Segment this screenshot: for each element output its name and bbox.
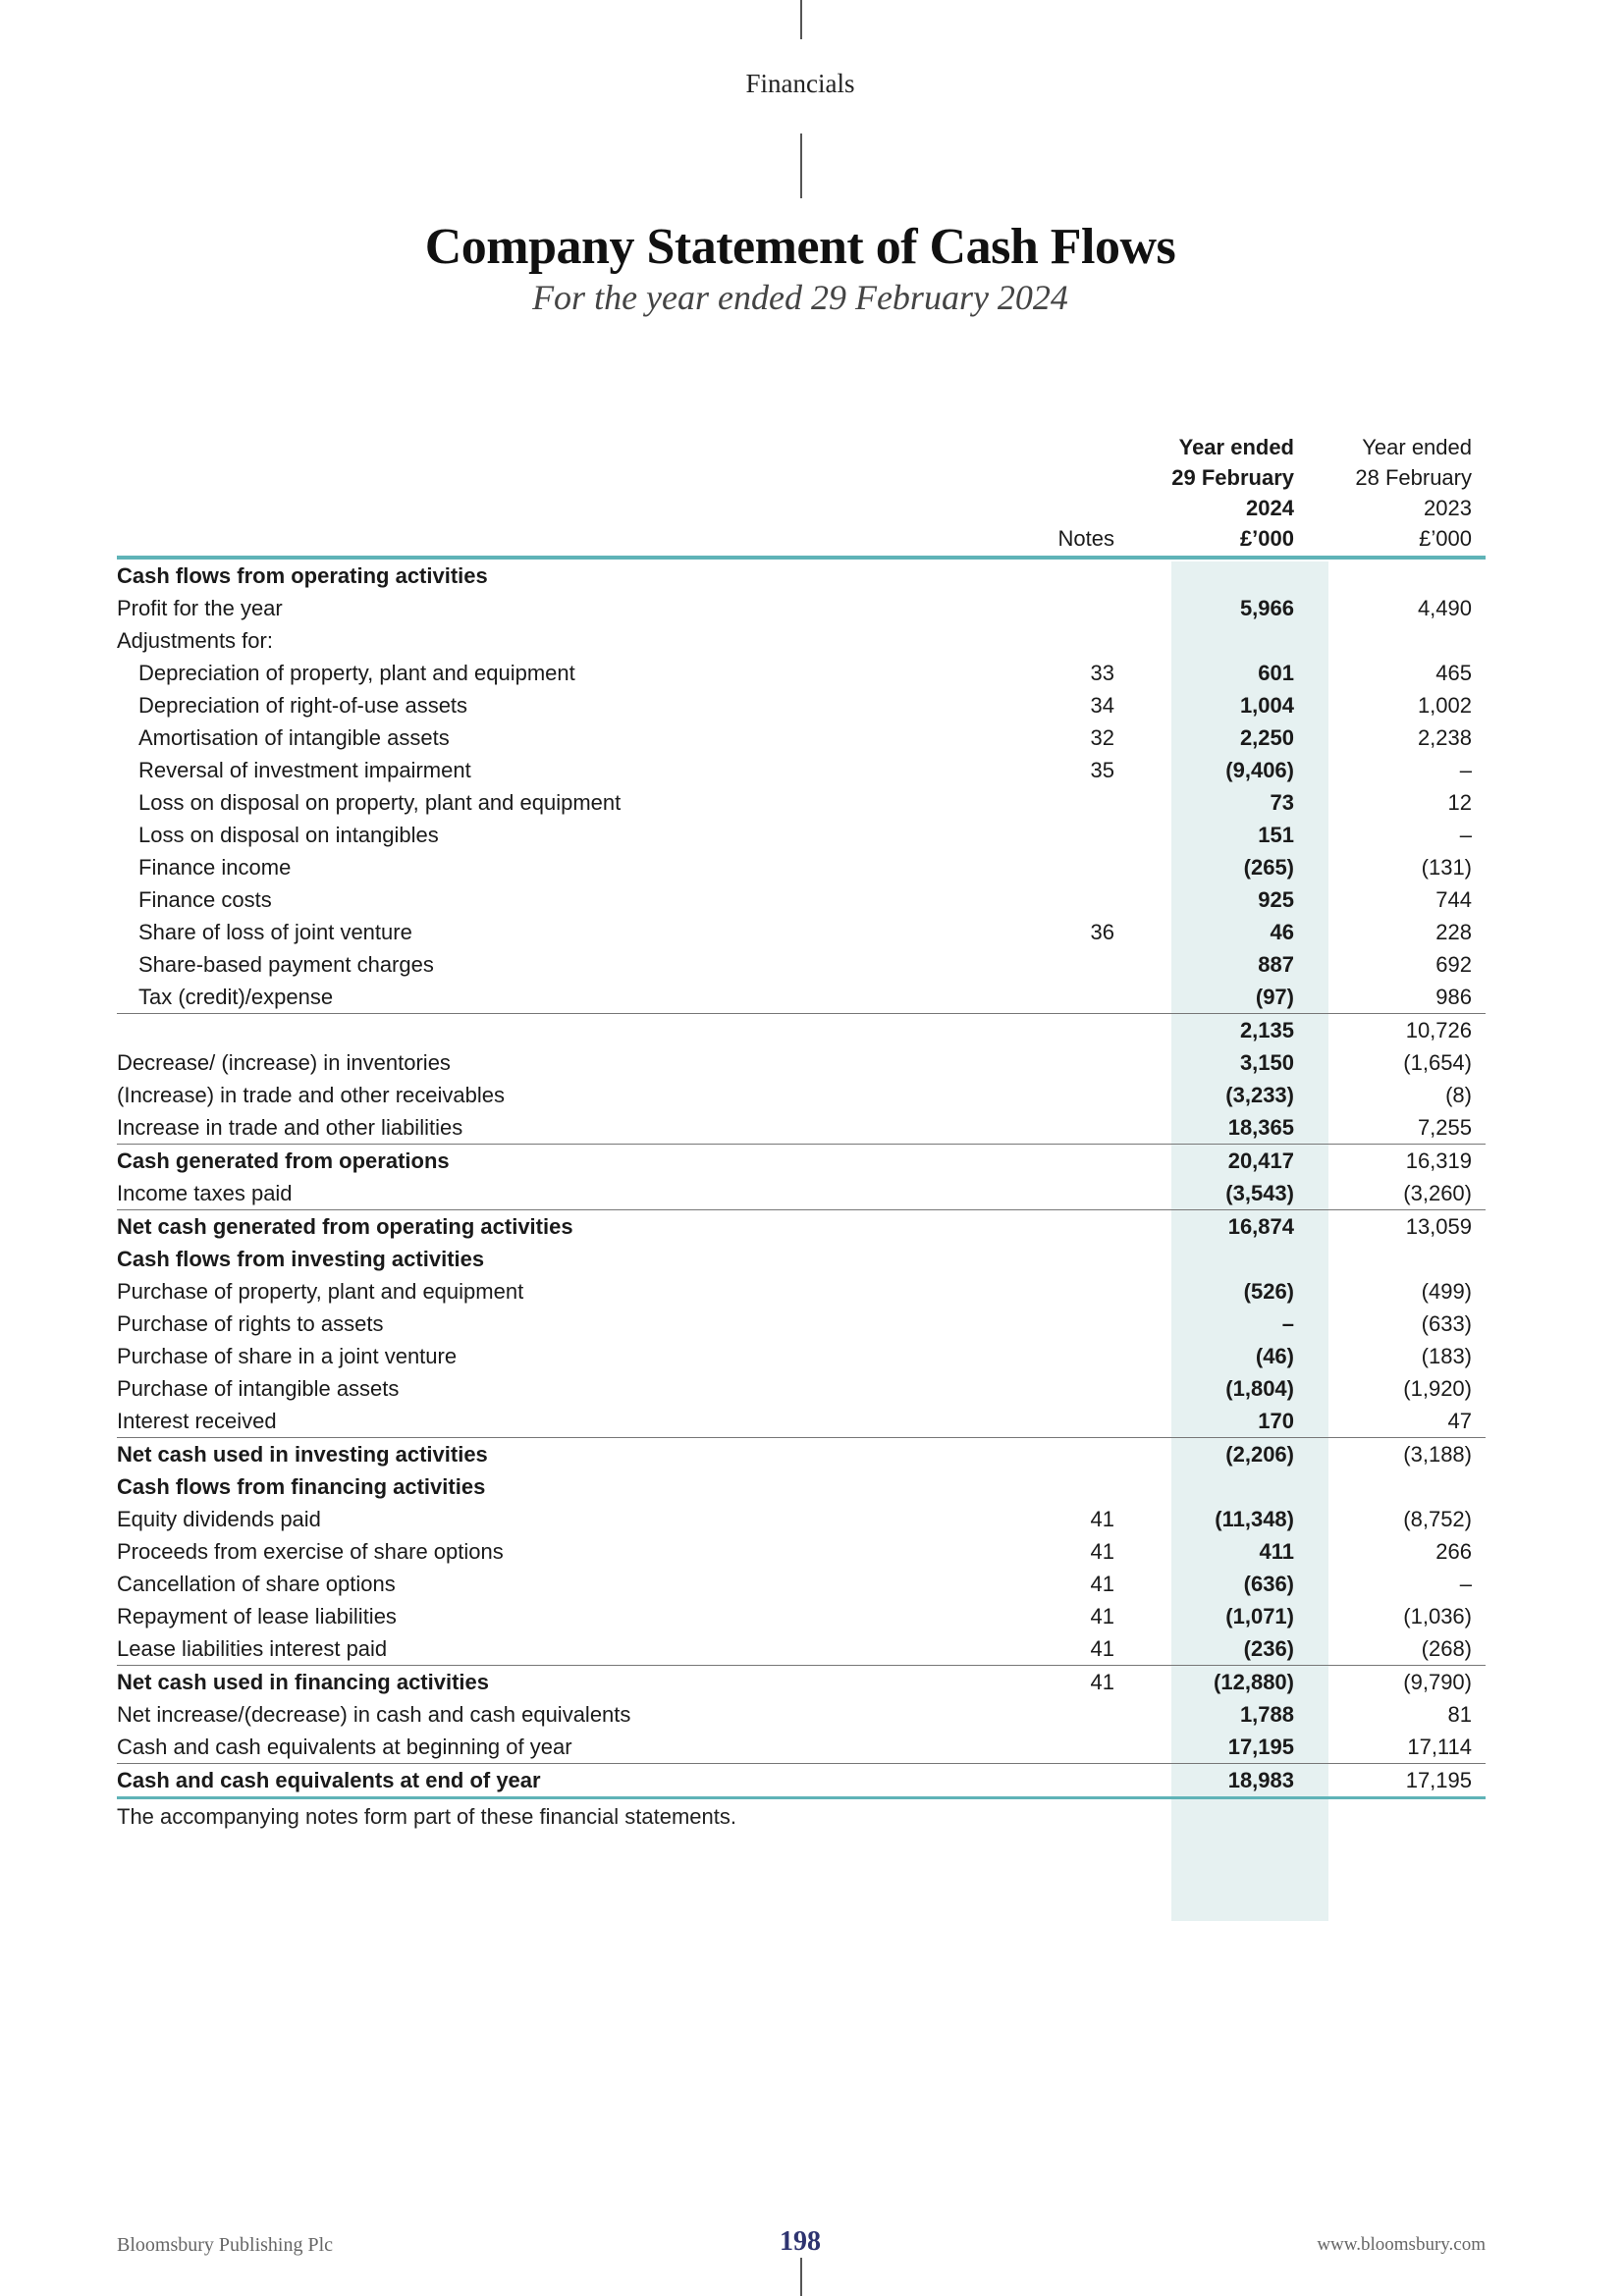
row-note [1030, 1111, 1128, 1145]
row-value-2024: 1,004 [1239, 693, 1294, 718]
row-value-2023: 744 [1435, 887, 1472, 912]
row-note: 41 [1090, 1507, 1114, 1531]
row-value-2024: 411 [1259, 1539, 1294, 1564]
row-note [1030, 819, 1128, 851]
row-value-2023: 228 [1435, 920, 1472, 944]
table-row [117, 1308, 1486, 1340]
row-label: Net cash used in investing activities [117, 1438, 1030, 1471]
table-row [117, 1470, 1486, 1503]
table-row [117, 1535, 1486, 1568]
row-note [1030, 592, 1128, 624]
row-value-2023: 7,255 [1417, 1115, 1472, 1140]
row-value-2024: (1,804) [1225, 1376, 1294, 1401]
table-row [117, 1046, 1486, 1079]
row-value-2024 [1128, 624, 1310, 657]
row-value-2024: (526) [1243, 1279, 1294, 1304]
row-note [1030, 1046, 1128, 1079]
row-label: Cash flows from operating activities [117, 563, 488, 588]
row-value-2024: 16,874 [1128, 1210, 1310, 1244]
row-value-2023 [1310, 558, 1486, 592]
row-value-2024: 170 [1258, 1409, 1294, 1433]
row-label: Cash generated from operations [117, 1145, 1030, 1178]
row-value-2023: (8) [1445, 1083, 1472, 1107]
table-row [117, 1698, 1486, 1731]
row-value-2023: 13,059 [1310, 1210, 1486, 1244]
table-row [117, 558, 1486, 592]
row-value-2024: 18,983 [1128, 1764, 1310, 1798]
table-row [117, 1111, 1486, 1145]
prior-year-unit: £’000 [1310, 523, 1486, 558]
page-title: Company Statement of Cash Flows [424, 219, 1176, 275]
row-value-2023: 692 [1435, 952, 1472, 977]
row-note [1030, 851, 1128, 883]
footer-company-name: Bloomsbury Publishing Plc [117, 2234, 334, 2256]
row-note: 32 [1090, 725, 1114, 750]
row-value-2023: (131) [1421, 855, 1472, 880]
row-label: Share-based payment charges [138, 952, 434, 977]
row-value-2023: 81 [1447, 1702, 1472, 1727]
row-label: Loss on disposal on property, plant and equipment [138, 790, 622, 815]
column-header-row-4 [117, 523, 1486, 558]
row-note [1030, 883, 1128, 916]
notes-column-heading: Notes [1030, 523, 1128, 558]
row-value-2024 [1128, 1470, 1310, 1503]
cash-flow-statement [117, 432, 1486, 1799]
row-value-2023 [1310, 1243, 1486, 1275]
table-row [117, 786, 1486, 819]
row-label: Cash and cash equivalents at end of year [117, 1764, 1030, 1798]
row-note [1030, 1243, 1128, 1275]
row-label: Cancellation of share options [117, 1572, 396, 1596]
row-label: Purchase of share in a joint venture [117, 1344, 458, 1368]
row-value-2024: – [1281, 1311, 1294, 1336]
row-value-2024: 20,417 [1128, 1145, 1310, 1178]
row-note [1030, 1308, 1128, 1340]
row-note [1030, 1210, 1128, 1244]
row-value-2023: (1,036) [1403, 1604, 1472, 1629]
table-row [117, 721, 1486, 754]
table-row [117, 1243, 1486, 1275]
table-row [117, 1210, 1486, 1244]
row-value-2024: 17,195 [1227, 1735, 1294, 1759]
row-label: Increase in trade and other liabilities [117, 1115, 463, 1140]
top-divider-line [800, 0, 802, 39]
row-label: Amortisation of intangible assets [138, 725, 450, 750]
table-row [117, 1503, 1486, 1535]
row-value-2024: (636) [1243, 1572, 1294, 1596]
table-row [117, 1079, 1486, 1111]
row-label: Cash flows from financing activities [117, 1474, 486, 1499]
row-value-2024: (2,206) [1128, 1438, 1310, 1471]
page-number: 198 [780, 2226, 821, 2257]
row-note [1030, 1405, 1128, 1438]
row-value-2024: (11,348) [1215, 1507, 1294, 1531]
row-value-2023: 2,238 [1417, 725, 1472, 750]
row-note: 33 [1090, 661, 1114, 685]
row-value-2024 [1128, 558, 1310, 592]
row-value-2024: (9,406) [1225, 758, 1294, 782]
row-note: 41 [1090, 1572, 1114, 1596]
table-row [117, 689, 1486, 721]
statement-rows [117, 558, 1486, 1798]
row-note [1030, 1177, 1128, 1210]
row-value-2024: (3,543) [1225, 1181, 1294, 1205]
table-row [117, 1372, 1486, 1405]
row-value-2023 [1310, 624, 1486, 657]
table-row [117, 1666, 1486, 1699]
row-value-2023: (3,188) [1310, 1438, 1486, 1471]
row-label: Decrease/ (increase) in inventories [117, 1050, 451, 1075]
row-value-2024 [1128, 1243, 1310, 1275]
row-label [117, 1014, 1030, 1047]
row-note [1030, 1438, 1128, 1471]
row-value-2023: 47 [1447, 1409, 1472, 1433]
row-note: 41 [1090, 1636, 1114, 1661]
table-row [117, 754, 1486, 786]
row-label: Depreciation of right-of-use assets [138, 693, 468, 718]
current-year-heading-line2: 29 February [1171, 465, 1294, 490]
row-value-2024: (12,880) [1128, 1666, 1310, 1699]
row-value-2024: (265) [1243, 855, 1294, 880]
row-note [1030, 1698, 1128, 1731]
row-value-2023: (1,654) [1403, 1050, 1472, 1075]
row-value-2024: 3,150 [1239, 1050, 1294, 1075]
row-value-2023: 4,490 [1417, 596, 1472, 620]
row-note [1030, 1764, 1128, 1798]
row-note: 41 [1090, 1604, 1114, 1629]
column-header-row-3 [117, 493, 1486, 523]
table-row [117, 657, 1486, 689]
row-value-2023: (499) [1421, 1279, 1472, 1304]
row-note: 36 [1090, 920, 1114, 944]
section-label: Financials [745, 69, 855, 98]
table-row [117, 1275, 1486, 1308]
row-value-2023: 12 [1447, 790, 1472, 815]
row-label: Purchase of rights to assets [117, 1311, 384, 1336]
row-note [1030, 1014, 1128, 1047]
row-note [1030, 1470, 1128, 1503]
table-row [117, 1764, 1486, 1798]
row-value-2023: – [1459, 758, 1472, 782]
table-row [117, 851, 1486, 883]
row-value-2024: 2,135 [1128, 1014, 1310, 1047]
row-note [1030, 558, 1128, 592]
row-value-2023: – [1459, 1572, 1472, 1596]
row-value-2023: (1,920) [1403, 1376, 1472, 1401]
row-note [1030, 1372, 1128, 1405]
row-label: Profit for the year [117, 596, 283, 620]
table-row [117, 981, 1486, 1014]
row-note [1030, 1275, 1128, 1308]
row-value-2024: 1,788 [1239, 1702, 1294, 1727]
row-value-2023: (3,260) [1403, 1181, 1472, 1205]
row-label: Adjustments for: [117, 628, 273, 653]
current-year-unit: £’000 [1128, 523, 1310, 558]
row-note [1030, 1731, 1128, 1764]
current-year-heading-line3: 2024 [1246, 496, 1294, 520]
row-label: Tax (credit)/expense [138, 985, 334, 1009]
table-row [117, 819, 1486, 851]
row-label: Finance costs [138, 887, 272, 912]
row-note [1030, 1340, 1128, 1372]
prior-year-heading-line1: Year ended [1362, 435, 1472, 459]
row-label: Loss on disposal on intangibles [138, 823, 439, 847]
row-label: Purchase of property, plant and equipment [117, 1279, 524, 1304]
column-header-row-1 [117, 432, 1486, 462]
cash-flow-table [117, 432, 1486, 1799]
row-label: Reversal of investment impairment [138, 758, 471, 782]
table-row [117, 1600, 1486, 1632]
table-row [117, 592, 1486, 624]
row-note [1030, 786, 1128, 819]
row-label: Cash flows from investing activities [117, 1247, 485, 1271]
row-note: 34 [1090, 693, 1114, 718]
row-note [1030, 624, 1128, 657]
table-row [117, 948, 1486, 981]
row-note: 41 [1090, 1539, 1114, 1564]
row-value-2024: (1,071) [1225, 1604, 1294, 1629]
row-label: Share of loss of joint venture [138, 920, 412, 944]
row-value-2024: 925 [1258, 887, 1294, 912]
table-row [117, 1568, 1486, 1600]
row-label: Income taxes paid [117, 1181, 293, 1205]
row-value-2024: (236) [1243, 1636, 1294, 1661]
row-value-2023: (8,752) [1403, 1507, 1472, 1531]
row-label: Net cash generated from operating activities [117, 1210, 1030, 1244]
table-row [117, 1177, 1486, 1210]
row-label: (Increase) in trade and other receivables [117, 1083, 505, 1107]
page-subtitle: For the year ended 29 February 2024 [532, 278, 1068, 317]
row-label: Proceeds from exercise of share options [117, 1539, 504, 1564]
row-label: Interest received [117, 1409, 277, 1433]
row-value-2023: 17,195 [1310, 1764, 1486, 1798]
row-label: Repayment of lease liabilities [117, 1604, 397, 1629]
row-note [1030, 981, 1128, 1014]
row-value-2024: 5,966 [1239, 596, 1294, 620]
row-note [1030, 1145, 1128, 1178]
row-value-2023: – [1459, 823, 1472, 847]
row-value-2023: 17,114 [1407, 1735, 1472, 1759]
row-label: Lease liabilities interest paid [117, 1636, 388, 1661]
table-row [117, 1145, 1486, 1178]
row-note [1030, 1079, 1128, 1111]
footer-website: www.bloomsbury.com [1317, 2234, 1486, 2255]
prior-year-heading-line2: 28 February [1355, 465, 1472, 490]
row-value-2024: (97) [1255, 985, 1294, 1009]
table-row [117, 883, 1486, 916]
row-value-2024: 18,365 [1227, 1115, 1294, 1140]
row-value-2024: (46) [1255, 1344, 1294, 1368]
row-value-2023: 465 [1435, 661, 1472, 685]
row-note [1030, 948, 1128, 981]
header-divider-line [800, 133, 802, 198]
row-value-2023: (268) [1421, 1636, 1472, 1661]
prior-year-heading-line3: 2023 [1424, 496, 1472, 520]
row-label: Net cash used in financing activities [117, 1666, 1030, 1699]
column-header-row-2 [117, 462, 1486, 493]
row-note: 35 [1090, 758, 1114, 782]
row-label: Net increase/(decrease) in cash and cash equivalents [117, 1702, 631, 1727]
current-year-heading-line1: Year ended [1178, 435, 1294, 459]
table-row [117, 1632, 1486, 1666]
row-value-2023 [1310, 1470, 1486, 1503]
table-row [117, 1014, 1486, 1047]
row-value-2023: 266 [1435, 1539, 1472, 1564]
row-label: Cash and cash equivalents at beginning of year [117, 1735, 572, 1759]
table-row [117, 1340, 1486, 1372]
table-row [117, 1405, 1486, 1438]
row-value-2023: (183) [1421, 1344, 1472, 1368]
table-row [117, 1438, 1486, 1471]
row-value-2024: 887 [1258, 952, 1294, 977]
row-label: Purchase of intangible assets [117, 1376, 400, 1401]
row-label: Depreciation of property, plant and equipment [138, 661, 575, 685]
row-value-2023: 10,726 [1310, 1014, 1486, 1047]
row-value-2023: (9,790) [1310, 1666, 1486, 1699]
table-row [117, 624, 1486, 657]
row-value-2024: 601 [1258, 661, 1294, 685]
row-value-2024: 73 [1270, 790, 1294, 815]
footnote: The accompanying notes form part of these financial statements. [117, 1804, 736, 1829]
row-label: Equity dividends paid [117, 1507, 321, 1531]
table-row [117, 916, 1486, 948]
row-label: Finance income [138, 855, 292, 880]
row-value-2023: 1,002 [1417, 693, 1472, 718]
row-value-2024: (3,233) [1225, 1083, 1294, 1107]
row-note: 41 [1030, 1666, 1128, 1699]
row-value-2024: 151 [1258, 823, 1294, 847]
row-value-2023: 986 [1435, 985, 1472, 1009]
row-value-2024: 46 [1270, 920, 1294, 944]
table-row [117, 1731, 1486, 1764]
row-value-2023: (633) [1421, 1311, 1472, 1336]
row-value-2024: 2,250 [1239, 725, 1294, 750]
row-value-2023: 16,319 [1310, 1145, 1486, 1178]
bottom-divider-line [800, 2258, 802, 2296]
